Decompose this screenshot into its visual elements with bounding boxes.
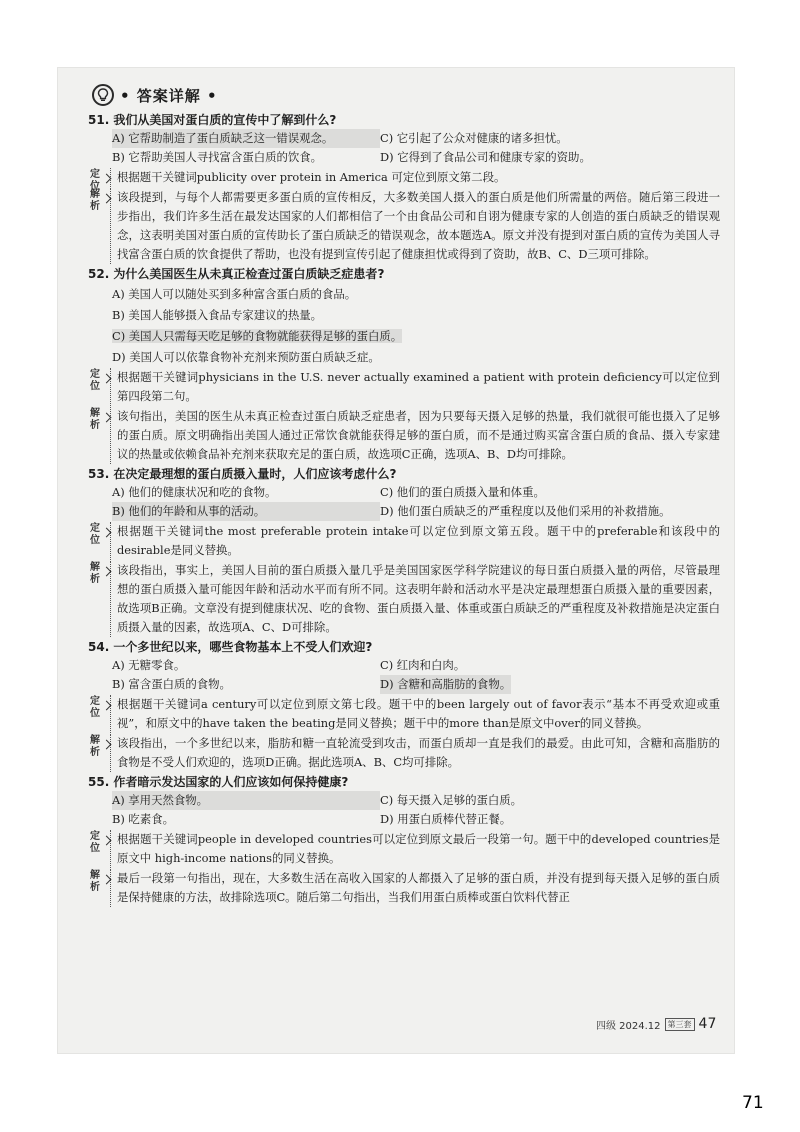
analysis-block <box>88 561 720 637</box>
option-a: A) 美国人可以随处买到多种富含蛋白质的食品。 <box>112 287 357 301</box>
section-header <box>92 82 218 108</box>
locate-text: 根据题干关键词the most preferable protein intake可以定位到原文第五段。题干中的preferable和该段中的desirable是同义替换。 <box>110 522 720 560</box>
analysis-tag: 解析 <box>90 870 104 894</box>
footer-page: 47 <box>698 1016 717 1032</box>
option-b: B) 富含蛋白质的食物。 <box>112 677 231 691</box>
option-a: A) 它帮助制造了蛋白质缺乏这一错误观念。 <box>112 129 380 148</box>
analysis-block <box>88 734 720 772</box>
locate-block <box>88 368 720 406</box>
question-text: 52. 为什么美国医生从未真正检查过蛋白质缺乏症患者? <box>88 267 385 281</box>
page-footer <box>596 1016 716 1032</box>
option-d: D) 用蛋白质棒代替正餐。 <box>380 812 512 826</box>
question-text: 53. 在决定最理想的蛋白质摄入量时，人们应该考虑什么? <box>88 467 397 481</box>
locate-tag: 定位 <box>90 696 104 720</box>
option-d: D) 含糖和高脂肪的食物。 <box>380 675 511 694</box>
option-c: C) 他们的蛋白质摄入量和体重。 <box>380 485 545 499</box>
locate-text: 根据题干关键词publicity over protein in America 可定位到原文第二段。 <box>110 168 720 187</box>
option-d: D) 它得到了食品公司和健康专家的资助。 <box>380 150 591 164</box>
question-55 <box>88 773 720 907</box>
locate-block <box>88 695 720 733</box>
footer-set: 第三套 <box>665 1018 695 1031</box>
analysis-text: 该段提到，与每个人都需要更多蛋白质的宣传相反，大多数美国人摄入的蛋白质是他们所需量的两倍。随后第三段进一步指出，我们许多生活在最发达国家的人们都相信了一个由食品公司和自诩为健康专家的人创造的蛋白质缺乏的错误观念，这表明美国对蛋白质的宣传助长了蛋白质缺乏的错误观念，故本题选A。原文并没有提到对蛋白质的宣传为美国人寻找富含蛋白质的饮食提供了帮助，也没有提到宣传引起了健康担忧或得到了资助，故B、C、D三项可排除。 <box>110 188 720 264</box>
option-b: B) 它帮助美国人寻找富含蛋白质的饮食。 <box>112 150 323 164</box>
locate-tag: 定位 <box>90 369 104 393</box>
option-c: C) 每天摄入足够的蛋白质。 <box>380 793 523 807</box>
analysis-text: 该句指出，美国的医生从未真正检查过蛋白质缺乏症患者，因为只要每天摄入足够的热量，我们就很可能也摄入了足够的蛋白质。原文明确指出美国人通过正常饮食就能获得足够的蛋白质，而不是通过购买富含蛋白质的食品、摄入专家建议的热量或依赖食品补充剂来获取充足的蛋白质，故选项C正确，选项A、B、D均可排除。 <box>110 407 720 464</box>
option-a: A) 他们的健康状况和吃的食物。 <box>112 485 277 499</box>
question-53 <box>88 465 720 637</box>
question-52 <box>88 265 720 464</box>
analysis-text: 该段指出，一个多世纪以来，脂肪和糖一直轮流受到攻击，而蛋白质却一直是我们的最爱。由此可知，含糖和高脂肪的食物是不受人们欢迎的，选项D正确。据此选项A、B、C均可排除。 <box>110 734 720 772</box>
option-b: B) 他们的年龄和从事的活动。 <box>112 502 380 521</box>
option-b: B) 吃素食。 <box>112 812 174 826</box>
analysis-tag: 解析 <box>90 408 104 432</box>
footer-issue: 四级 2024.12 <box>596 1020 661 1032</box>
question-text: 54. 一个多世纪以来，哪些食物基本上不受人们欢迎? <box>88 640 373 654</box>
question-51 <box>88 111 720 264</box>
question-text: 55. 作者暗示发达国家的人们应该如何保持健康? <box>88 775 349 789</box>
analysis-tag: 解析 <box>90 562 104 586</box>
locate-tag: 定位 <box>90 523 104 547</box>
locate-block <box>88 830 720 868</box>
option-c: C) 红肉和白肉。 <box>380 658 466 672</box>
option-c: C) 它引起了公众对健康的诸多担忧。 <box>380 131 568 145</box>
lightbulb-icon <box>92 84 114 106</box>
answer-explanations <box>88 111 720 908</box>
analysis-block <box>88 407 720 464</box>
locate-text: 根据题干关键词people in developed countries可以定位到原文最后一段第一句。题干中的developed countries是原文中 high-income nations的同义替换。 <box>110 830 720 868</box>
analysis-block <box>88 188 720 264</box>
analysis-block <box>88 869 720 907</box>
locate-block <box>88 168 720 192</box>
locate-text: 根据题干关键词a century可以定位到原文第七段。题干中的been largely out of favor表示“基本不再受欢迎或重视”，和原文中的have taken the beating是同义替换；题干中的more than是原文中over的同义替换。 <box>110 695 720 733</box>
option-b: B) 美国人能够摄入食品专家建议的热量。 <box>112 308 323 322</box>
option-d: D) 他们蛋白质缺乏的严重程度以及他们采用的补救措施。 <box>380 504 671 518</box>
option-a: A) 无糖零食。 <box>112 658 186 672</box>
question-54 <box>88 638 720 772</box>
locate-tag: 定位 <box>90 169 104 193</box>
locate-block <box>88 522 720 560</box>
option-c: C) 美国人只需每天吃足够的食物就能获得足够的蛋白质。 <box>112 329 403 343</box>
page-number: 71 <box>742 1093 764 1113</box>
locate-tag: 定位 <box>90 831 104 855</box>
option-d: D) 美国人可以依靠食物补充剂来预防蛋白质缺乏症。 <box>112 350 380 364</box>
analysis-text: 该段指出，事实上，美国人目前的蛋白质摄入量几乎是美国国家医学科学院建议的每日蛋白质摄入量的两倍，尽管最理想的蛋白质摄入量可能因年龄和活动水平而有所不同。这表明年龄和活动水平是决定最理想蛋白质摄入量的重要因素，故选项B正确。文章没有提到健康状况、吃的食物、蛋白质摄入量、体重或蛋白质缺乏的严重程度及补救措施是决定蛋白质摄入量的因素，故选项A、C、D可排除。 <box>110 561 720 637</box>
analysis-tag: 解析 <box>90 189 104 213</box>
analysis-text: 最后一段第一句指出，现在，大多数生活在高收入国家的人都摄入了足够的蛋白质，并没有提到每天摄入足够的蛋白质是保持健康的方法，故排除选项C。随后第二句指出，当我们用蛋白质棒或蛋白饮料代替正 <box>110 869 720 907</box>
option-a: A) 享用天然食物。 <box>112 791 380 810</box>
section-title: • 答案详解 • <box>120 86 218 105</box>
question-text: 51. 我们从美国对蛋白质的宣传中了解到什么? <box>88 113 337 127</box>
locate-text: 根据题干关键词physicians in the U.S. never actually examined a patient with protein deficiency可以定位到第四段第二句。 <box>110 368 720 406</box>
analysis-tag: 解析 <box>90 735 104 759</box>
